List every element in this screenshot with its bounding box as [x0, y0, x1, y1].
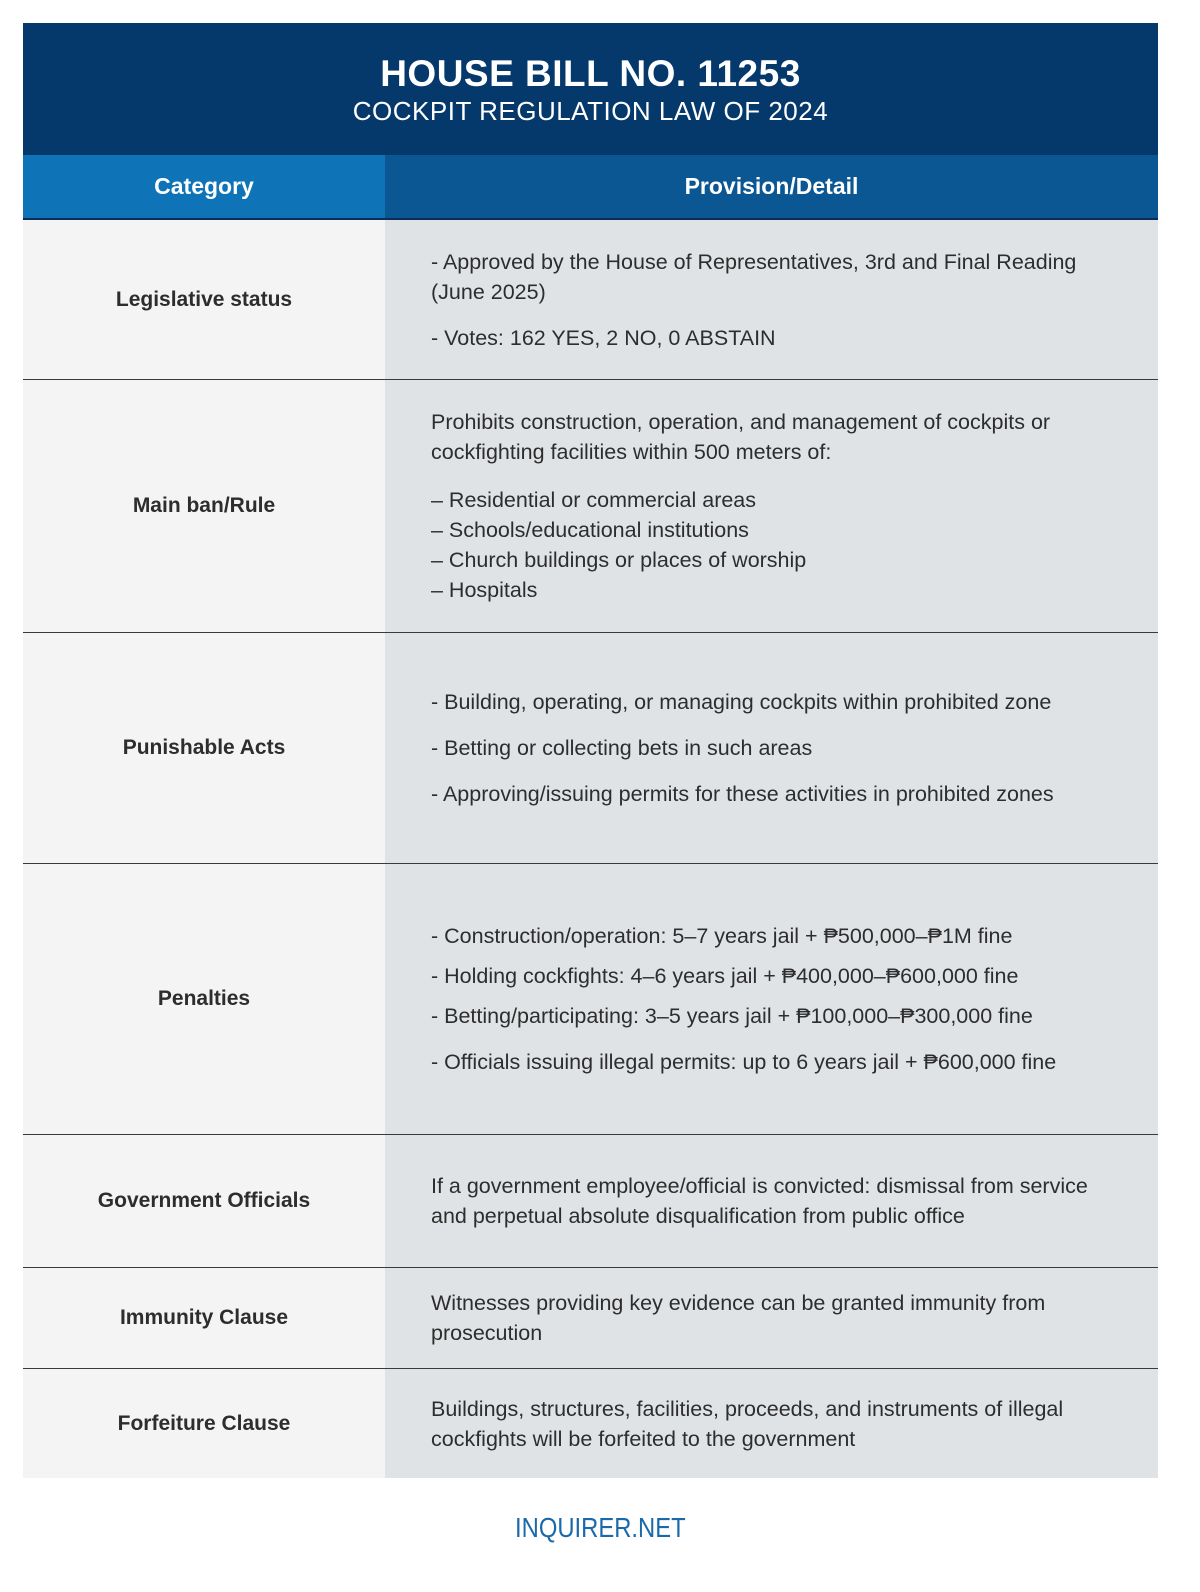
- list-item: – Hospitals: [431, 578, 538, 602]
- detail-line: - Betting or collecting bets in such areas: [431, 736, 813, 760]
- detail-line: - Approved by the House of Representatives, 3rd and Final Reading (June 2025): [431, 249, 1077, 304]
- column-header-provision: Provision/Detail: [385, 155, 1158, 218]
- list-item: – Church buildings or places of worship: [431, 548, 807, 572]
- detail-line: - Betting/participating: 3–5 years jail + ₱100,000–₱300,000 fine: [431, 1004, 1033, 1028]
- prohibited-zones-list: [431, 485, 1088, 605]
- column-header-row: [23, 155, 1158, 220]
- category-cell: Punishable Acts: [23, 633, 385, 863]
- table-row-immunity-clause: [23, 1268, 1158, 1369]
- table-row-main-ban: [23, 380, 1158, 633]
- detail-line: - Approving/issuing permits for these activities in prohibited zones: [431, 782, 1054, 806]
- detail-cell: [385, 380, 1158, 632]
- detail-cell: [385, 220, 1158, 379]
- category-cell: Main ban/Rule: [23, 380, 385, 632]
- list-item: – Residential or commercial areas: [431, 488, 757, 512]
- detail-line: - Building, operating, or managing cockpits within prohibited zone: [431, 690, 1052, 714]
- list-item: – Schools/educational institutions: [431, 518, 749, 542]
- detail-line: - Votes: 162 YES, 2 NO, 0 ABSTAIN: [431, 325, 776, 350]
- detail-line: If a government employee/official is convicted: dismissal from service and perpetual absolute disqualification from public office: [431, 1174, 1088, 1228]
- table-row-penalties: [23, 864, 1158, 1135]
- detail-line: Buildings, structures, facilities, proceeds, and instruments of illegal cockfights will be forfeited to the government: [431, 1396, 1064, 1451]
- column-header-category: Category: [23, 155, 385, 218]
- detail-line: - Holding cockfights: 4–6 years jail + ₱400,000–₱600,000 fine: [431, 964, 1019, 988]
- title-band: [23, 23, 1158, 155]
- detail-cell: [385, 1369, 1158, 1478]
- category-cell: Forfeiture Clause: [23, 1369, 385, 1478]
- detail-intro: Prohibits construction, operation, and management of cockpits or cockfighting facilities within 500 meters of:: [431, 410, 1051, 464]
- bill-summary-table: [23, 23, 1158, 1478]
- category-cell: Legislative status: [23, 220, 385, 379]
- category-cell: Immunity Clause: [23, 1268, 385, 1368]
- detail-cell: [385, 633, 1158, 863]
- brand-logo: INQUIRER.NET: [514, 1512, 686, 1543]
- detail-line: - Construction/operation: 5–7 years jail + ₱500,000–₱1M fine: [431, 924, 1013, 948]
- table-row-legislative-status: [23, 220, 1158, 380]
- detail-cell: [385, 864, 1158, 1134]
- page-subtitle: COCKPIT REGULATION LAW OF 2024: [352, 96, 829, 126]
- detail-cell: [385, 1268, 1158, 1368]
- table-row-forfeiture-clause: [23, 1369, 1158, 1478]
- footer: [0, 1512, 1200, 1544]
- table-row-punishable-acts: [23, 633, 1158, 864]
- category-cell: Penalties: [23, 864, 385, 1134]
- detail-cell: [385, 1135, 1158, 1267]
- detail-line: - Officials issuing illegal permits: up to 6 years jail + ₱600,000 fine: [431, 1050, 1057, 1074]
- table-row-government-officials: [23, 1135, 1158, 1268]
- page-title: HOUSE BILL NO. 11253: [380, 53, 801, 94]
- detail-line: Witnesses providing key evidence can be granted immunity from prosecution: [431, 1291, 1046, 1345]
- category-cell: Government Officials: [23, 1135, 385, 1267]
